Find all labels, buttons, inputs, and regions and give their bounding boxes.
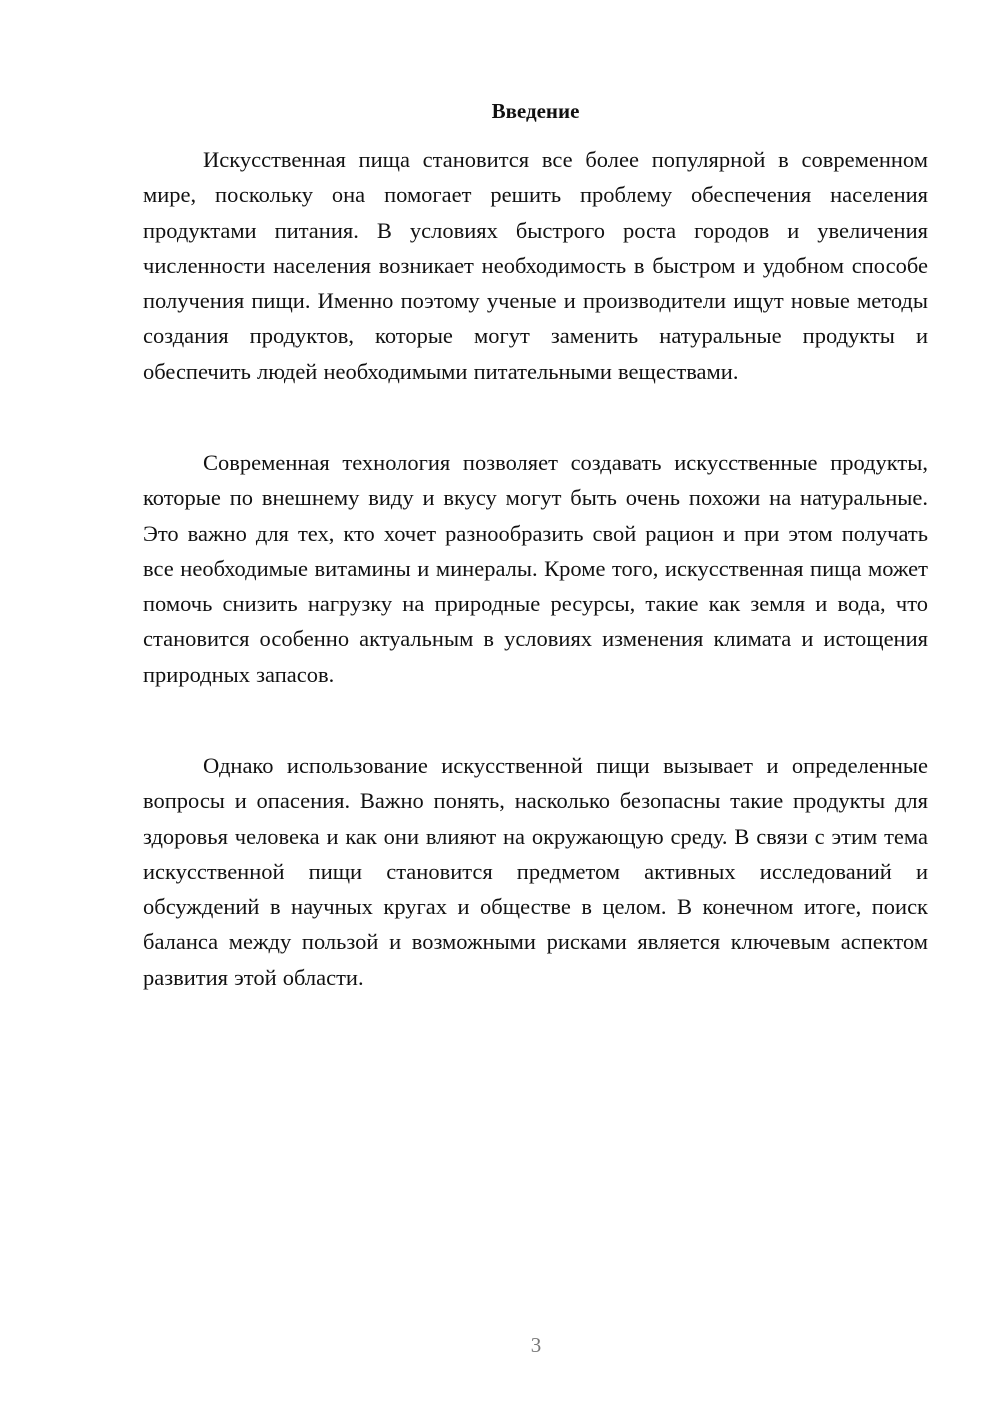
page-number: 3 [530, 1333, 542, 1357]
paragraph-2: Современная технология позволяет создавать искусственные продукты, которые по внешнему виду и вкусу могут быть очень похожи на натуральные. Это важно для тех, кто хочет разнообразить свой рацион и при этом получать все необходимые витамины и минералы. Кроме того, искусственная пища может помочь снизить нагрузку на природные ресурсы, такие как земля и вода, что становится особенно актуальным в условиях изменения климата и истощения природных запасов. [143, 450, 928, 687]
page-title: Введение [491, 99, 580, 123]
paragraph-3: Однако использование искусственной пищи вызывает и определенные вопросы и опасения. Важно понять, насколько безопасны такие продукты для здоровья человека и как они влияют на окружающую среду. В связи с этим тема искусственной пищи становится предметом активных исследований и обсуждений в научных кругах и обществе в целом. В конечном итоге, поиск баланса между пользой и возможными рисками является ключевым аспектом развития этой области. [143, 753, 928, 990]
paragraph-1: Искусственная пища становится все более популярной в современном мире, поскольку она помогает решить проблему обеспечения населения продуктами питания. В условиях быстрого роста городов и увеличения численности населения возникает необходимость в быстром и удобном способе получения пищи. Именно поэтому ученые и производители ищут новые методы создания продуктов, которые могут заменить натуральные продукты и обеспечить людей необходимыми питательными веществами. [143, 147, 928, 384]
